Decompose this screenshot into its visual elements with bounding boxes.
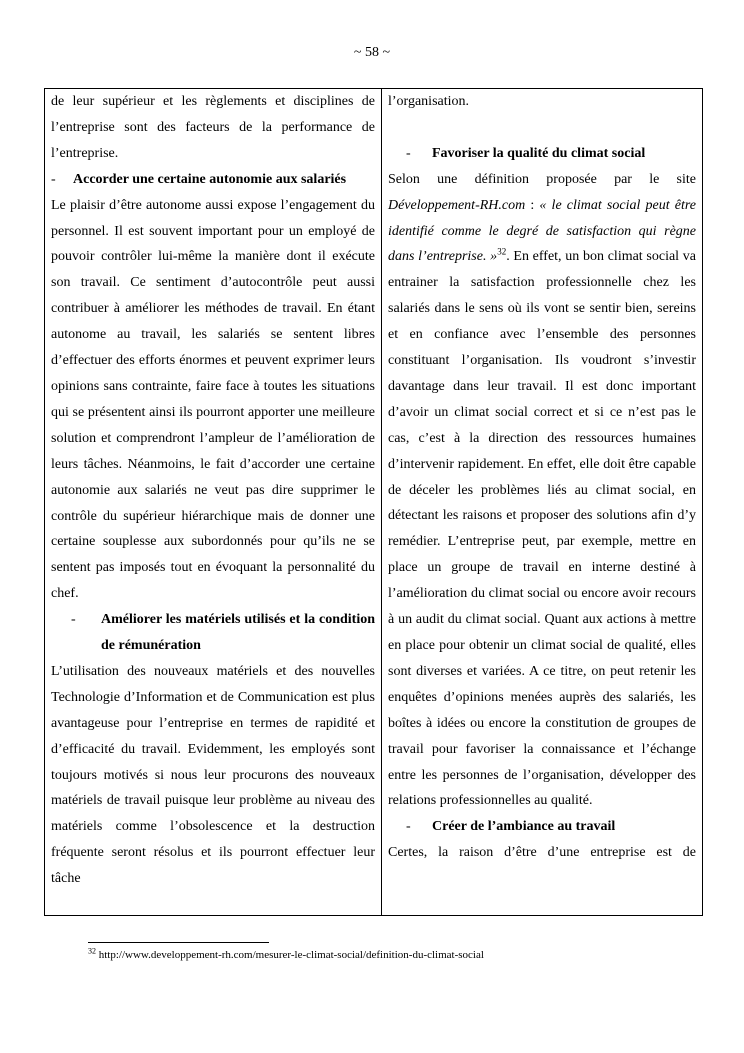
bullet-dash: - — [406, 819, 411, 835]
right-heading-1 — [388, 141, 696, 167]
footnote-link[interactable]: http://www.developpement-rh.com/mesurer-le-climat-social/definition-du-climat-social — [96, 949, 484, 961]
page-number: ~ 58 ~ — [353, 45, 391, 60]
paragraph-text: . En effet, un bon climat social va entrainer la satisfaction professionnelle chez les salariés dans le sens où ils vont se sentir bien, sereins et en confiance avec l’ensemble des personnes constituant l’organisation. Ils voudront s’investir davantage dans leur travail. Il est donc important d’avoir un climat social correct et si ce n’est pas le cas, c’est à la direction des ressources humaines d’intervenir rapidement. En effet, elle doit être capable de déceler les problèmes liés au climat social, en détectant les raisons et proposer des solutions afin d’y remédier. L’entreprise peut, par exemple, mettre en place un groupe de travail en interne destiné à l’amélioration du climat social ou encore avoir recours à un audit du climat social. Quant aux actions à mettre en place pour obtenir un climat social de qualité, elles sont diverses et variées. A ce titre, on peut retenir les enquêtes d’opinions menées auprès des salariés, les boîtes à idées ou encore la constitution de groupes de travail pour favoriser la connaissance et l’échange entre les personnes de l’organisation, développer des relations professionnelles au qualité. — [388, 249, 697, 809]
left-heading-2-text: Améliorer les matériels utilisés et la condition de rémunération — [101, 612, 375, 654]
left-column — [45, 89, 382, 915]
bullet-dash: - — [51, 171, 56, 187]
right-paragraph-3: Certes, la raison d’être d’une entreprise est de — [388, 845, 696, 861]
footnote-separator — [88, 942, 269, 943]
right-paragraph-1: l’organisation. — [388, 94, 470, 109]
right-heading-2-text: Créer de l’ambiance au travail — [432, 819, 616, 835]
left-heading-1-text: Accorder une certaine autonomie aux salariés — [73, 171, 347, 187]
blank-line — [388, 115, 696, 141]
paragraph-text: Selon une définition proposée par le site — [388, 171, 696, 187]
right-heading-2 — [388, 814, 696, 840]
paragraph-text: : — [525, 197, 540, 213]
right-column — [382, 89, 702, 915]
footnote-reference: 32 — [497, 246, 507, 257]
left-paragraph-2: Le plaisir d’être autonome aussi expose l’engagement du personnel. Il est souvent important pour un employé de pouvoir contrôler lui-même la manière dont il exécute son travail. Ce sentiment d’autocontrôle peut aussi contribuer à améliorer les méthodes de travail. En étant autonome au travail, les salariés se sentent libres d’effectuer des efforts énormes et peuvent exprimer leurs opinions sans contrainte, faire face à toutes les situations qui se présentent ainsi ils pourront apporter une meilleure solution et comprendront l’ampleur de l’amélioration de leurs tâches. Néanmoins, le fait d’accorder une certaine autonomie aux salariés ne veut pas dire supprimer le contrôle du supérieur hiérarchique mais de donner une certaine souplesse aux subordonnés pour qu’ils ne se sentent pas imposés tout en évoquant la personnalité du chef. — [51, 197, 375, 602]
definition-quote: « le climat social peut être identifié comme le degré de satisfaction qui règne dans l’entreprise. » — [388, 197, 697, 265]
bullet-dash: - — [406, 145, 411, 161]
right-paragraph-2 — [388, 167, 696, 815]
left-heading-1 — [51, 167, 375, 193]
left-heading-2 — [51, 607, 375, 659]
footnote — [88, 947, 484, 963]
footnote-number: 32 — [88, 946, 96, 956]
site-name: Développement-RH.com — [388, 197, 526, 213]
two-column-table — [44, 88, 703, 916]
left-paragraph-3: L’utilisation des nouveaux matériels et des nouvelles Technologie d’Information et de Communication est plus avantageuse pour l’entreprise en termes de rapidité et d’efficacité du travail. Evidemment, les employés sont toujours motivés si nous leur procurons des nouveaux matériels de travail puisque leur problème au niveau des matériels comme l’obsolescence et la destruction fréquente seront résolus et ils pourront effectuer leur tâche — [51, 663, 375, 887]
left-paragraph-1: de leur supérieur et les règlements et disciplines de l’entreprise sont des facteurs de la performance de l’entreprise. — [51, 94, 375, 161]
bullet-dash: - — [71, 612, 76, 628]
right-heading-1-text: Favoriser la qualité du climat social — [432, 145, 646, 161]
